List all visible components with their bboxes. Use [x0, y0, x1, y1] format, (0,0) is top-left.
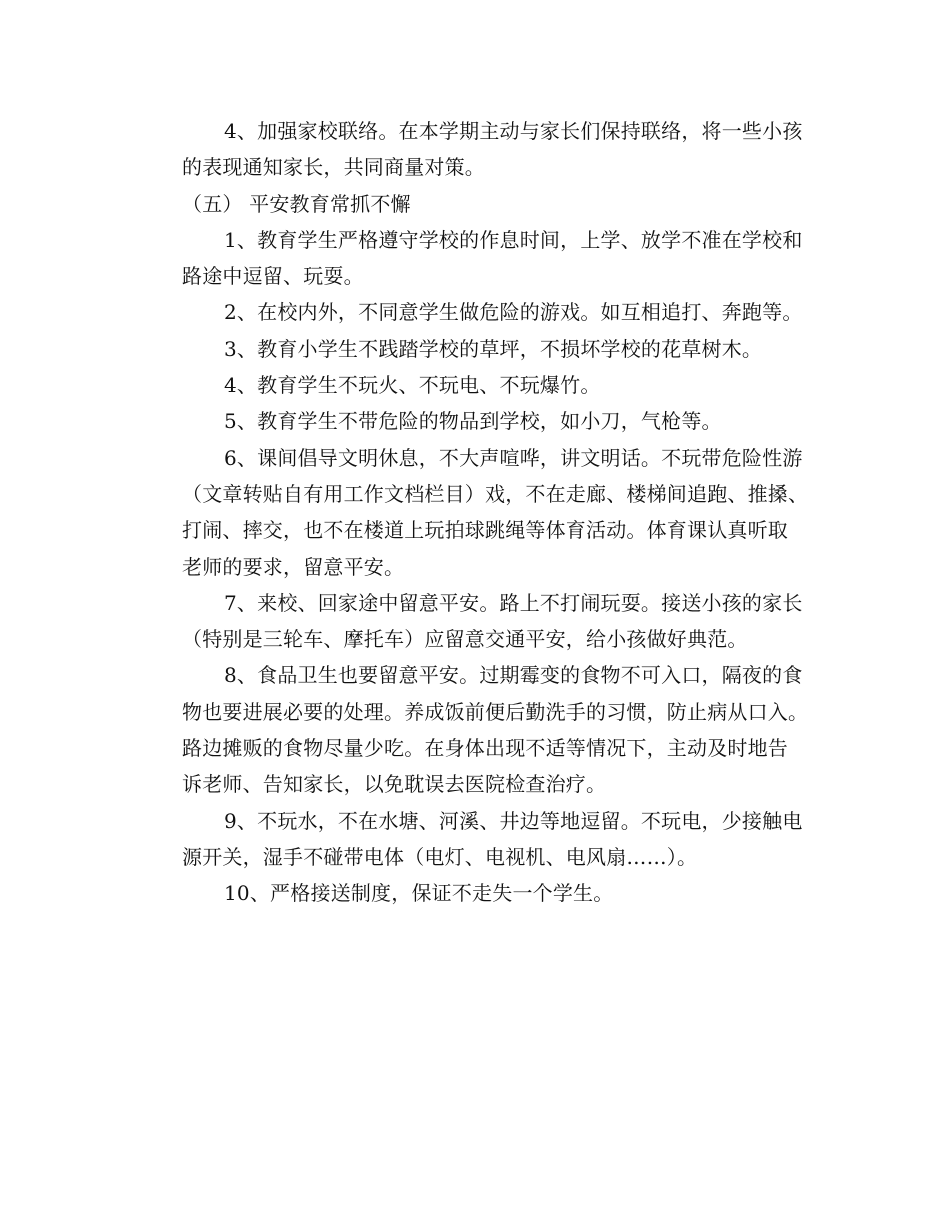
text-line: 8、食品卫生也要留意平安。过期霉变的食物不可入口，隔夜的食	[224, 663, 803, 688]
document-body	[140, 113, 812, 912]
text-line: 路途中逗留、玩耍。	[182, 264, 364, 289]
text-line: 老师的要求，留意平安。	[182, 554, 405, 579]
text-line: 5、教育学生不带危险的物品到学校，如小刀，气枪等。	[224, 409, 722, 434]
list-item	[140, 222, 812, 295]
text-line: 4、教育学生不玩火、不玩电、不玩爆竹。	[224, 373, 601, 398]
text-line: 的表现通知家长，共同商量对策。	[182, 155, 485, 180]
text-line: 路边摊贩的食物尽量少吃。在身体出现不适等情况下，主动及时地告	[182, 736, 788, 761]
text-line: 4、加强家校联络。在本学期主动与家长们保持联络，将一些小孩	[224, 119, 803, 143]
list-item	[140, 585, 812, 658]
list-item	[140, 657, 812, 802]
list-item	[140, 440, 812, 585]
text-line: 源开关，湿手不碰带电体（电灯、电视机、电风扇……）。	[182, 844, 698, 869]
text-line: 9、不玩水，不在水塘、河溪、井边等地逗留。不玩电，少接触电	[224, 808, 803, 833]
text-line: （文章转贴自有用工作文档栏目）戏，不在走廊、楼梯间追跑、推搡、	[182, 481, 809, 506]
text-line: 物也要进展必要的处理。养成饭前便后勤洗手的习惯，防止病从口入。	[182, 699, 809, 724]
list-item	[140, 403, 812, 439]
list-item	[140, 875, 812, 911]
list-item	[140, 367, 812, 403]
text-line: 打闹、摔交，也不在楼道上玩拍球跳绳等体育活动。体育课认真听取	[182, 518, 788, 543]
text-line: （特别是三轮车、摩托车）应留意交通平安，给小孩做好典范。	[182, 627, 748, 652]
paragraph-home-school-contact	[140, 113, 812, 186]
text-line: 2、在校内外，不同意学生做危险的游戏。如互相追打、奔跑等。	[224, 300, 803, 325]
text-line: 7、来校、回家途中留意平安。路上不打闹玩耍。接送小孩的家长	[224, 590, 803, 615]
list-item	[140, 294, 812, 330]
text-line: 1、教育学生严格遵守学校的作息时间，上学、放学不准在学校和	[224, 227, 803, 252]
list-item	[140, 803, 812, 876]
text-line: 6、课间倡导文明休息，不大声喧哗，讲文明话。不玩带危险性游	[224, 445, 803, 470]
section-heading: （五） 平安教育常抓不懈	[182, 191, 411, 216]
text-line: 3、教育小学生不践踏学校的草坪，不损坏学校的花草树木。	[224, 336, 763, 361]
text-line: 10、严格接送制度，保证不走失一个学生。	[224, 881, 614, 906]
text-line: 诉老师、告知家长，以免耽误去医院检查治疗。	[182, 772, 607, 797]
list-item	[140, 331, 812, 367]
